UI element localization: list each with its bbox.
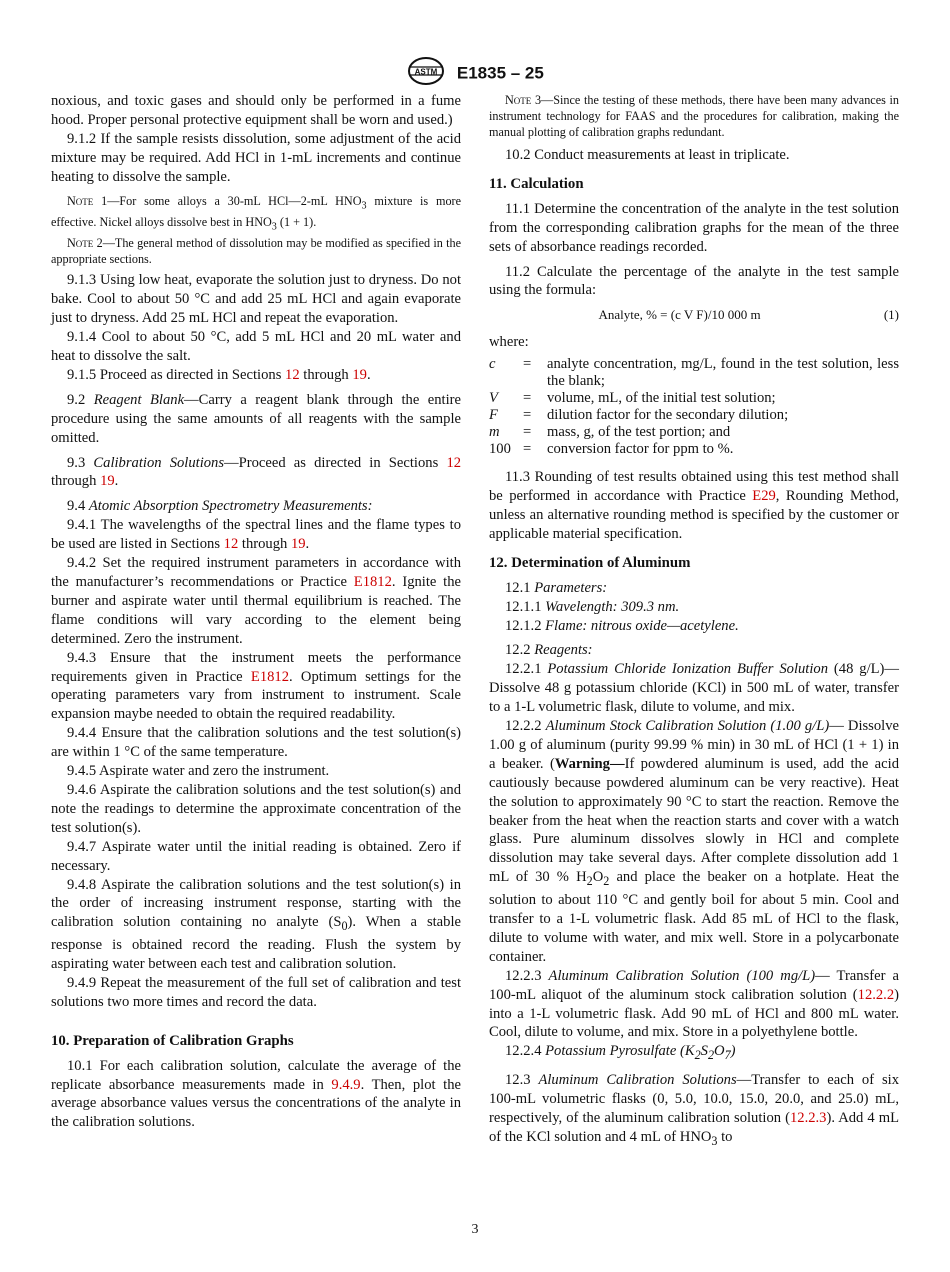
section-12-2-2: 12.2.2 Aluminum Stock Calibration Solution (1.00 g/L)— Dissolve 1.00 g of aluminum (purity 99.99 % min) in 30 mL of HCl (1 + 1) in a beaker. (Warning—If powdered aluminum is used, add the acid cautiously because powdered aluminum can be very reactive). Heat the solution to approximately 90 °C to start the reaction. Remove the beaker from the heat when the reaction starts and cover with a watch glass. Pure aluminum dissolves slowly in HCl and complete dissolution may take several days. After complete dissolution add 1 mL of 30 % $H_2O_2$ and place the beaker on a hotplate. Heat the solution to about 110 °C and gently boil for about 5 min. Cool and transfer to a 1-L volumetric flask. Add 85 mL of HCl to the flask, dilute to volume with water, and mix well. Store in a polycarbonate container. bbox=[489, 718, 900, 965]
formula-number: (1) bbox=[883, 307, 899, 323]
page-number: 3 bbox=[471, 1222, 479, 1237]
definitions-table bbox=[489, 356, 899, 458]
note-2: Note 2—The general method of dissolution may be modified as specified in the appropriate sections. bbox=[51, 236, 462, 267]
link-9-4-9[interactable]: 9.4.9 bbox=[331, 1076, 361, 1093]
astm-logo bbox=[406, 56, 446, 91]
section-9-1-3: 9.1.3 Using low heat, evaporate the solution just to dryness. Do not bake. Cool to about 50 °C and add 25 mL HCl and again evaporate just to dryness. Add 25 mL HCl and repeat the evaporation. bbox=[51, 272, 461, 327]
section-9-4-7: 9.4.7 Aspirate water until the initial reading is obtained. Zero if necessary. bbox=[51, 838, 461, 874]
definition-row: 100 = conversion factor for ppm to %. bbox=[489, 441, 734, 458]
page-header bbox=[0, 56, 950, 91]
section-12-2-1: 12.2.1 Potassium Chloride Ionization Buffer Solution (48 g/L)—Dissolve 48 g potassium chloride (KCl) in 500 mL of water, transfer to a 1-L volumetric flask, dilute to volume, and mix. bbox=[489, 661, 899, 716]
section-10-1: 10.1 For each calibration solution, calculate the average of the replicate absorbance measurements made in 9.4.9. Then, plot the average absorbance values versus the concentrations of the analyte in the calibration solutions. bbox=[51, 1057, 462, 1131]
link-e1812[interactable]: E1812 bbox=[353, 574, 392, 590]
section-9-4-4: 9.4.4 Ensure that the calibration solutions and the test solution(s) are within 1 °C of the same temperature. bbox=[51, 725, 461, 761]
section-10-2: 10.2 Conduct measurements at least in triplicate. bbox=[505, 147, 790, 163]
link-section-19[interactable]: 19 bbox=[100, 473, 115, 490]
link-e1812[interactable]: E1812 bbox=[250, 668, 290, 685]
heading-section-12: 12. Determination of Aluminum bbox=[489, 554, 691, 571]
link-section-19[interactable]: 19 bbox=[290, 536, 306, 553]
definition-row: F = dilution factor for the secondary dilution; bbox=[489, 407, 789, 424]
section-9-4-9: 9.4.9 Repeat the measurement of the full set of calibration and test solutions two more times and record the data. bbox=[51, 974, 461, 1010]
section-9-4-8: 9.4.8 Aspirate the calibration solutions and the test solution(s) in the order of increasing instrument response, starting with the calibration solution containing no analyte $(S_0)$. When a stable response is obtained record the reading. Flush the system by aspirating water between each test and calibration solution. bbox=[51, 876, 461, 973]
heading-section-11: 11. Calculation bbox=[489, 175, 584, 192]
heading-section-10: 10. Preparation of Calibration Graphs bbox=[51, 1032, 294, 1049]
designation: E1835 – 25 bbox=[456, 63, 544, 83]
section-11-1: 11.1 Determine the concentration of the analyte in the test solution from the corresponding calibration graphs for the mean of the three sets of absorbance readings recorded. bbox=[489, 200, 899, 255]
section-11-3: 11.3 Rounding of test results obtained using this test method shall be performed in accordance with Practice E29, Rounding Method, unless an alternative rounding method is specified by the customer or applicable material specification. bbox=[489, 469, 899, 542]
link-12-2-2[interactable]: 12.2.2 bbox=[857, 986, 895, 1003]
section-12-3: 12.3 Aluminum Calibration Solutions—Transfer to each of six 100-mL volumetric flasks (0, 5.0, 10.0, 15.0, 20.0, and 25.0) mL, respectively, of the aluminum calibration solution (12.2.3). Add 4 mL of the KCl solution and 4 mL of $HNO_3$ to bbox=[489, 1072, 900, 1148]
link-section-12[interactable]: 12 bbox=[223, 536, 239, 553]
section-9-4: 9.4 Atomic Absorption Spectrometry Measurements: bbox=[67, 498, 373, 515]
link-section-19[interactable]: 19 bbox=[352, 366, 367, 383]
formula-1 bbox=[489, 306, 899, 325]
section-9-4-2: 9.4.2 Set the required instrument parameters in accordance with the manufacturer’s recommendations or Practice E1812. Ignite the burner and aspirate water until thermal equilibrium is reached. The flame conditions will vary according to the element being determined. Zero the instrument. bbox=[51, 555, 461, 647]
section-9-2: 9.2 Reagent Blank—Carry a reagent blank through the entire procedure using the same amounts of all reagents with the sample omitted. bbox=[51, 391, 461, 446]
section-9-4-1: 9.4.1 The wavelengths of the spectral lines and the flame types to be used are listed in Sections 12 through 19. bbox=[51, 517, 461, 553]
section-9-4-3: 9.4.3 Ensure that the instrument meets the performance requirements given in Practice E1812. Optimum settings for the operating parameters vary from instrument to instrument. Scale expansion maybe needed to obtain the required readability. bbox=[51, 649, 461, 723]
right-column bbox=[489, 92, 899, 1151]
link-section-12[interactable]: 12 bbox=[446, 454, 462, 471]
section-9-4-6: 9.4.6 Aspirate the calibration solutions and the test solution(s) and note the readings to determine the approximate concentration of the test solution(s). bbox=[51, 781, 461, 836]
section-12-2-4: 12.2.4 Potassium Pyrosulfate $(K_2S_2O_7)$ bbox=[505, 1043, 736, 1063]
section-9-1-5: 9.1.5 Proceed as directed in Sections 12 through 19. bbox=[67, 366, 371, 383]
where-label: where: bbox=[489, 334, 529, 351]
section-9-4-5: 9.4.5 Aspirate water and zero the instrument. bbox=[67, 763, 330, 780]
definition-row: c = analyte concentration, mg/L, found in the test solution, less the blank; bbox=[489, 356, 899, 390]
definition-row: m = mass, g, of the test portion; and bbox=[489, 424, 731, 441]
section-12-1-2: 12.1.2 Flame: nitrous oxide—acetylene. bbox=[505, 617, 739, 634]
section-12-1: 12.1 Parameters: bbox=[505, 579, 608, 596]
section-11-2: 11.2 Calculate the percentage of the analyte in the test sample using the formula: bbox=[489, 263, 899, 299]
section-9-1-2: 9.1.2 If the sample resists dissolution, some adjustment of the acid mixture may be required. Add HCl in 1-mL increments and continue heating to dissolve the sample. bbox=[51, 130, 461, 185]
formula-expression: Analyte, % = (c V F)/10 000 m bbox=[598, 307, 761, 323]
section-12-2-3: 12.2.3 Aluminum Calibration Solution (100 mg/L)— Transfer a 100-mL aliquot of the aluminum stock calibration solution (12.2.2) into a 1-L volumetric flask. Add 90 mL of HCl and 800 mL water. Cool, dilute to volume, and mix. Store in a polyethylene bottle. bbox=[489, 967, 899, 1041]
link-section-12[interactable]: 12 bbox=[285, 366, 300, 383]
paragraph-continued: noxious, and toxic gases and should only be performed in a fume hood. Proper personal protective equipment shall be worn and used.) bbox=[51, 93, 461, 128]
note-3: Note 3—Since the testing of these methods, there have been many advances in instrument technology for FAAS and the procedures for calibration, making the manual plotting of calibration graphs redundant. bbox=[489, 93, 900, 139]
note-1: Note 1—For some alloys a 30-mL HCl—2-mL $HNO_3$ mixture is more effective. Nickel alloys dissolve best in $HNO_3$ (1 + 1). bbox=[51, 193, 462, 233]
section-12-2: 12.2 Reagents: bbox=[505, 642, 593, 659]
section-12-1-1: 12.1.1 Wavelength: 309.3 nm. bbox=[505, 598, 680, 615]
section-9-1-4: 9.1.4 Cool to about 50 °C, add 5 mL HCl and 20 mL water and heat to dissolve the salt. bbox=[51, 329, 461, 365]
left-column bbox=[51, 92, 461, 1132]
svg-text:ASTM: ASTM bbox=[414, 67, 438, 77]
section-9-3: 9.3 Calibration Solutions—Proceed as directed in Sections 12 through 19. bbox=[51, 454, 462, 490]
link-12-2-3[interactable]: 12.2.3 bbox=[789, 1109, 827, 1126]
link-e29[interactable]: E29 bbox=[752, 488, 776, 505]
definition-row: V = volume, mL, of the initial test solution; bbox=[489, 390, 776, 407]
